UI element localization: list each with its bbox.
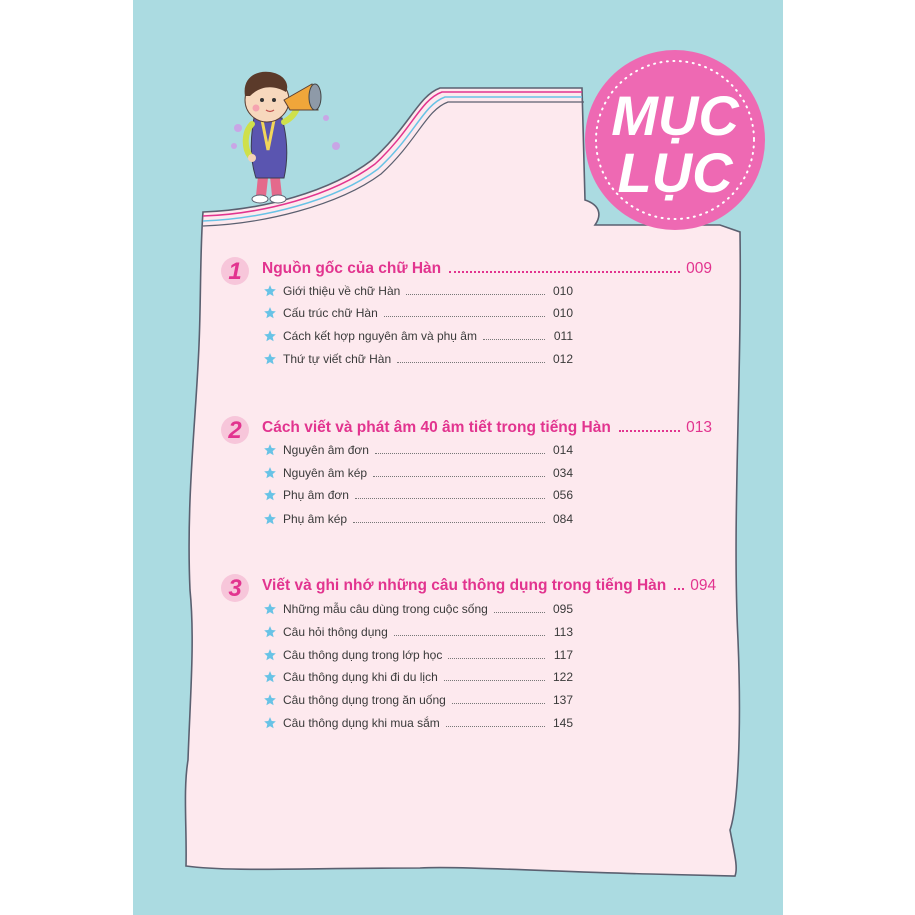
toc-item[interactable]	[263, 303, 573, 323]
toc-item[interactable]	[263, 690, 573, 710]
chapter-number-badge	[220, 415, 250, 445]
leader-dots	[444, 680, 545, 681]
leader-dots	[449, 271, 680, 273]
toc-item-label: Câu hỏi thông dụng	[283, 625, 388, 639]
leader-dots	[384, 316, 545, 317]
toc-item-label: Câu thông dụng khi đi du lịch	[283, 670, 438, 684]
star-icon	[263, 670, 277, 684]
toc-item-label: Thứ tự viết chữ Hàn	[283, 352, 392, 366]
chapter-number-badge	[220, 573, 250, 603]
toc-item[interactable]	[263, 645, 573, 665]
leader-dots	[452, 703, 545, 704]
star-icon	[263, 512, 277, 526]
star-icon	[263, 329, 277, 343]
toc-item-label: Phụ âm kép	[283, 512, 348, 526]
leader-dots	[448, 658, 545, 659]
leader-dots	[394, 635, 545, 636]
leader-dots	[355, 498, 545, 499]
toc-item-page: 011	[553, 329, 573, 343]
toc-item-page: 122	[553, 670, 574, 684]
toc-item-label: Những mẫu câu dùng trong cuộc sống	[283, 602, 488, 616]
toc-item-label: Câu thông dụng khi mua sắm	[283, 716, 440, 730]
svg-text:2: 2	[228, 417, 242, 444]
toc-item[interactable]	[263, 440, 573, 460]
toc-item[interactable]	[263, 463, 573, 483]
star-icon	[263, 466, 277, 480]
toc-item-label: Giới thiệu về chữ Hàn	[283, 284, 401, 298]
leader-dots	[483, 339, 545, 340]
leader-dots	[494, 612, 545, 613]
toc-item-label: Câu thông dụng trong lớp học	[283, 648, 443, 662]
toc-item[interactable]	[263, 713, 573, 733]
chapter-title-row[interactable]	[262, 419, 712, 437]
leader-dots	[446, 726, 545, 727]
title-line-1: MỤC	[611, 84, 739, 147]
leader-dots	[619, 430, 680, 432]
star-icon	[263, 284, 277, 298]
toc-item[interactable]	[263, 485, 573, 505]
toc-item[interactable]	[263, 599, 573, 619]
chapter-title: Viết và ghi nhớ những câu thông dụng trong tiếng Hàn	[262, 577, 667, 594]
toc-item-label: Cách kết hợp nguyên âm và phụ âm	[283, 329, 477, 343]
chapter-number-badge	[220, 256, 250, 286]
toc-item[interactable]	[263, 509, 573, 529]
leader-dots	[353, 522, 545, 523]
star-icon	[263, 648, 277, 662]
chapter-page: 013	[686, 419, 712, 436]
leader-dots	[397, 362, 545, 363]
toc-item-page: 056	[553, 488, 574, 502]
toc-item-page: 145	[553, 716, 574, 730]
toc-item-page: 034	[553, 466, 574, 480]
chapter-title: Cách viết và phát âm 40 âm tiết trong tiếng Hàn	[262, 419, 611, 436]
toc-item-label: Cấu trúc chữ Hàn	[283, 306, 378, 320]
leader-dots	[406, 294, 545, 295]
star-icon	[263, 443, 277, 457]
toc-item-label: Nguyên âm đơn	[283, 443, 369, 457]
toc-item-page: 113	[553, 625, 573, 639]
toc-item-page: 137	[553, 693, 574, 707]
svg-text:3: 3	[228, 575, 242, 602]
star-icon	[263, 716, 277, 730]
chapter-page: 094	[690, 577, 717, 594]
star-icon	[263, 352, 277, 366]
toc-item-page: 012	[553, 352, 574, 366]
star-icon	[263, 602, 277, 616]
toc-item[interactable]	[263, 667, 573, 687]
title-line-2: LỤC	[617, 141, 733, 204]
toc-item-page: 010	[553, 284, 574, 298]
chapter-title-row[interactable]	[262, 260, 712, 278]
chapter-title-row[interactable]	[262, 577, 717, 595]
leader-dots	[375, 453, 545, 454]
toc-item[interactable]	[263, 326, 573, 346]
leader-dots	[674, 588, 684, 590]
toc-item-label: Câu thông dụng trong ăn uống	[283, 693, 446, 707]
star-icon	[263, 306, 277, 320]
chapter-page: 009	[686, 260, 712, 277]
toc-item-page: 117	[553, 648, 573, 662]
star-icon	[263, 693, 277, 707]
star-icon	[263, 625, 277, 639]
svg-text:1: 1	[228, 258, 242, 285]
chapter-title: Nguồn gốc của chữ Hàn	[262, 260, 442, 277]
toc-item-page: 014	[553, 443, 574, 457]
toc-item-page: 084	[553, 512, 574, 526]
toc-item-page: 010	[553, 306, 574, 320]
leader-dots	[373, 476, 545, 477]
toc-item-page: 095	[553, 602, 574, 616]
title-badge	[585, 50, 765, 230]
toc-item-label: Phụ âm đơn	[283, 488, 349, 502]
boy-with-megaphone-illustration	[231, 72, 340, 203]
toc-item[interactable]	[263, 622, 573, 642]
star-icon	[263, 488, 277, 502]
toc-item[interactable]	[263, 349, 573, 369]
toc-item-label: Nguyên âm kép	[283, 466, 368, 480]
toc-item[interactable]	[263, 281, 573, 301]
